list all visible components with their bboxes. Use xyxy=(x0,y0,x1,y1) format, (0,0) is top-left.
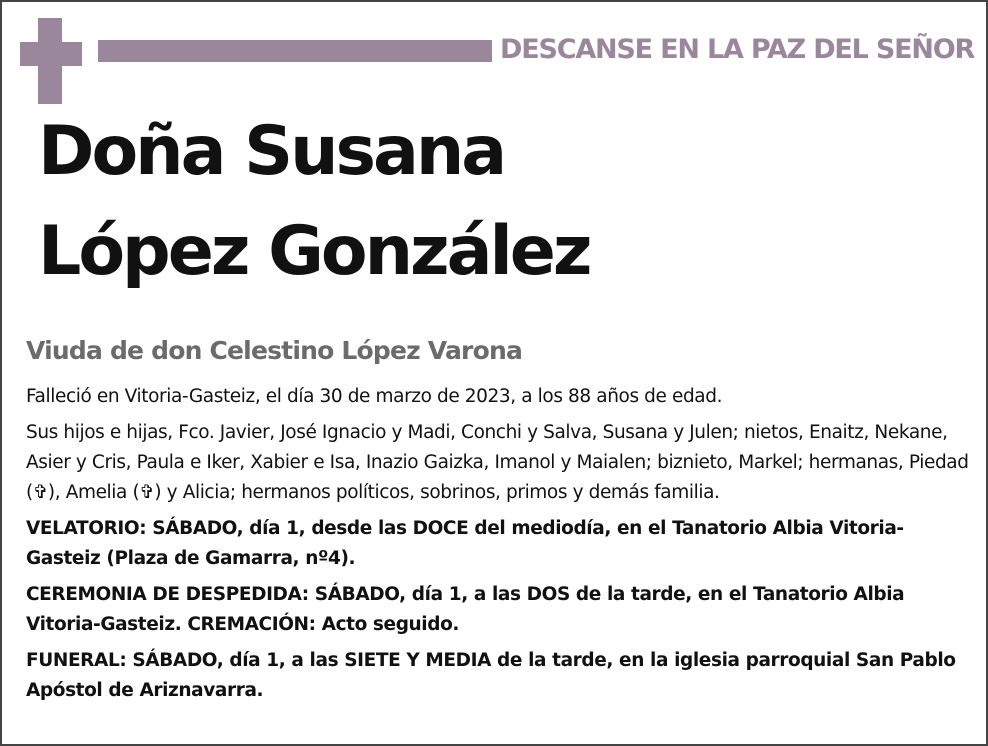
death-line: Falleció en Vitoria-Gasteiz, el día 30 de marzo de 2023, a los 88 años de edad. xyxy=(26,386,723,407)
deceased-name-line1: Doña Susana xyxy=(38,112,505,191)
velatorio-info: VELATORIO: SÁBADO, día 1, desde las DOCE del mediodía, en el Tanatorio Albia Vitoria-Gasteiz (Plaza de Gamarra, nº4). xyxy=(26,518,904,569)
deceased-name-line2: López González xyxy=(38,212,590,291)
spouse-line: Viuda de don Celestino López Varona xyxy=(26,336,523,365)
tagline: DESCANSE EN LA PAZ DEL SEÑOR xyxy=(500,34,975,65)
ceremonia-info: CEREMONIA DE DESPEDIDA: SÁBADO, día 1, a las DOS de la tarde, en el Tanatorio Albia Vitoria-Gasteiz. CREMACIÓN: Acto seguido. xyxy=(26,584,905,635)
latin-cross-icon xyxy=(20,18,82,104)
family-list: Sus hijos e hijas, Fco. Javier, José Ignacio y Madi, Conchi y Salva, Susana y Julen; nietos, Enaitz, Nekane, Asier y Cris, Paula e Iker, Xabier e Isa, Inazio Gaizka, Imanol y Maialen; biznieto, Markel; hermanas, Piedad (✞), Amelia (✞) y Alicia; hermanos políticos, sobrinos, primos y demás familia. xyxy=(26,422,969,503)
header-rule xyxy=(98,40,492,62)
notice-body xyxy=(26,382,970,712)
funeral-info: FUNERAL: SÁBADO, día 1, a las SIETE Y MEDIA de la tarde, en la iglesia parroquial San Pablo Apóstol de Ariznavarra. xyxy=(26,650,956,701)
